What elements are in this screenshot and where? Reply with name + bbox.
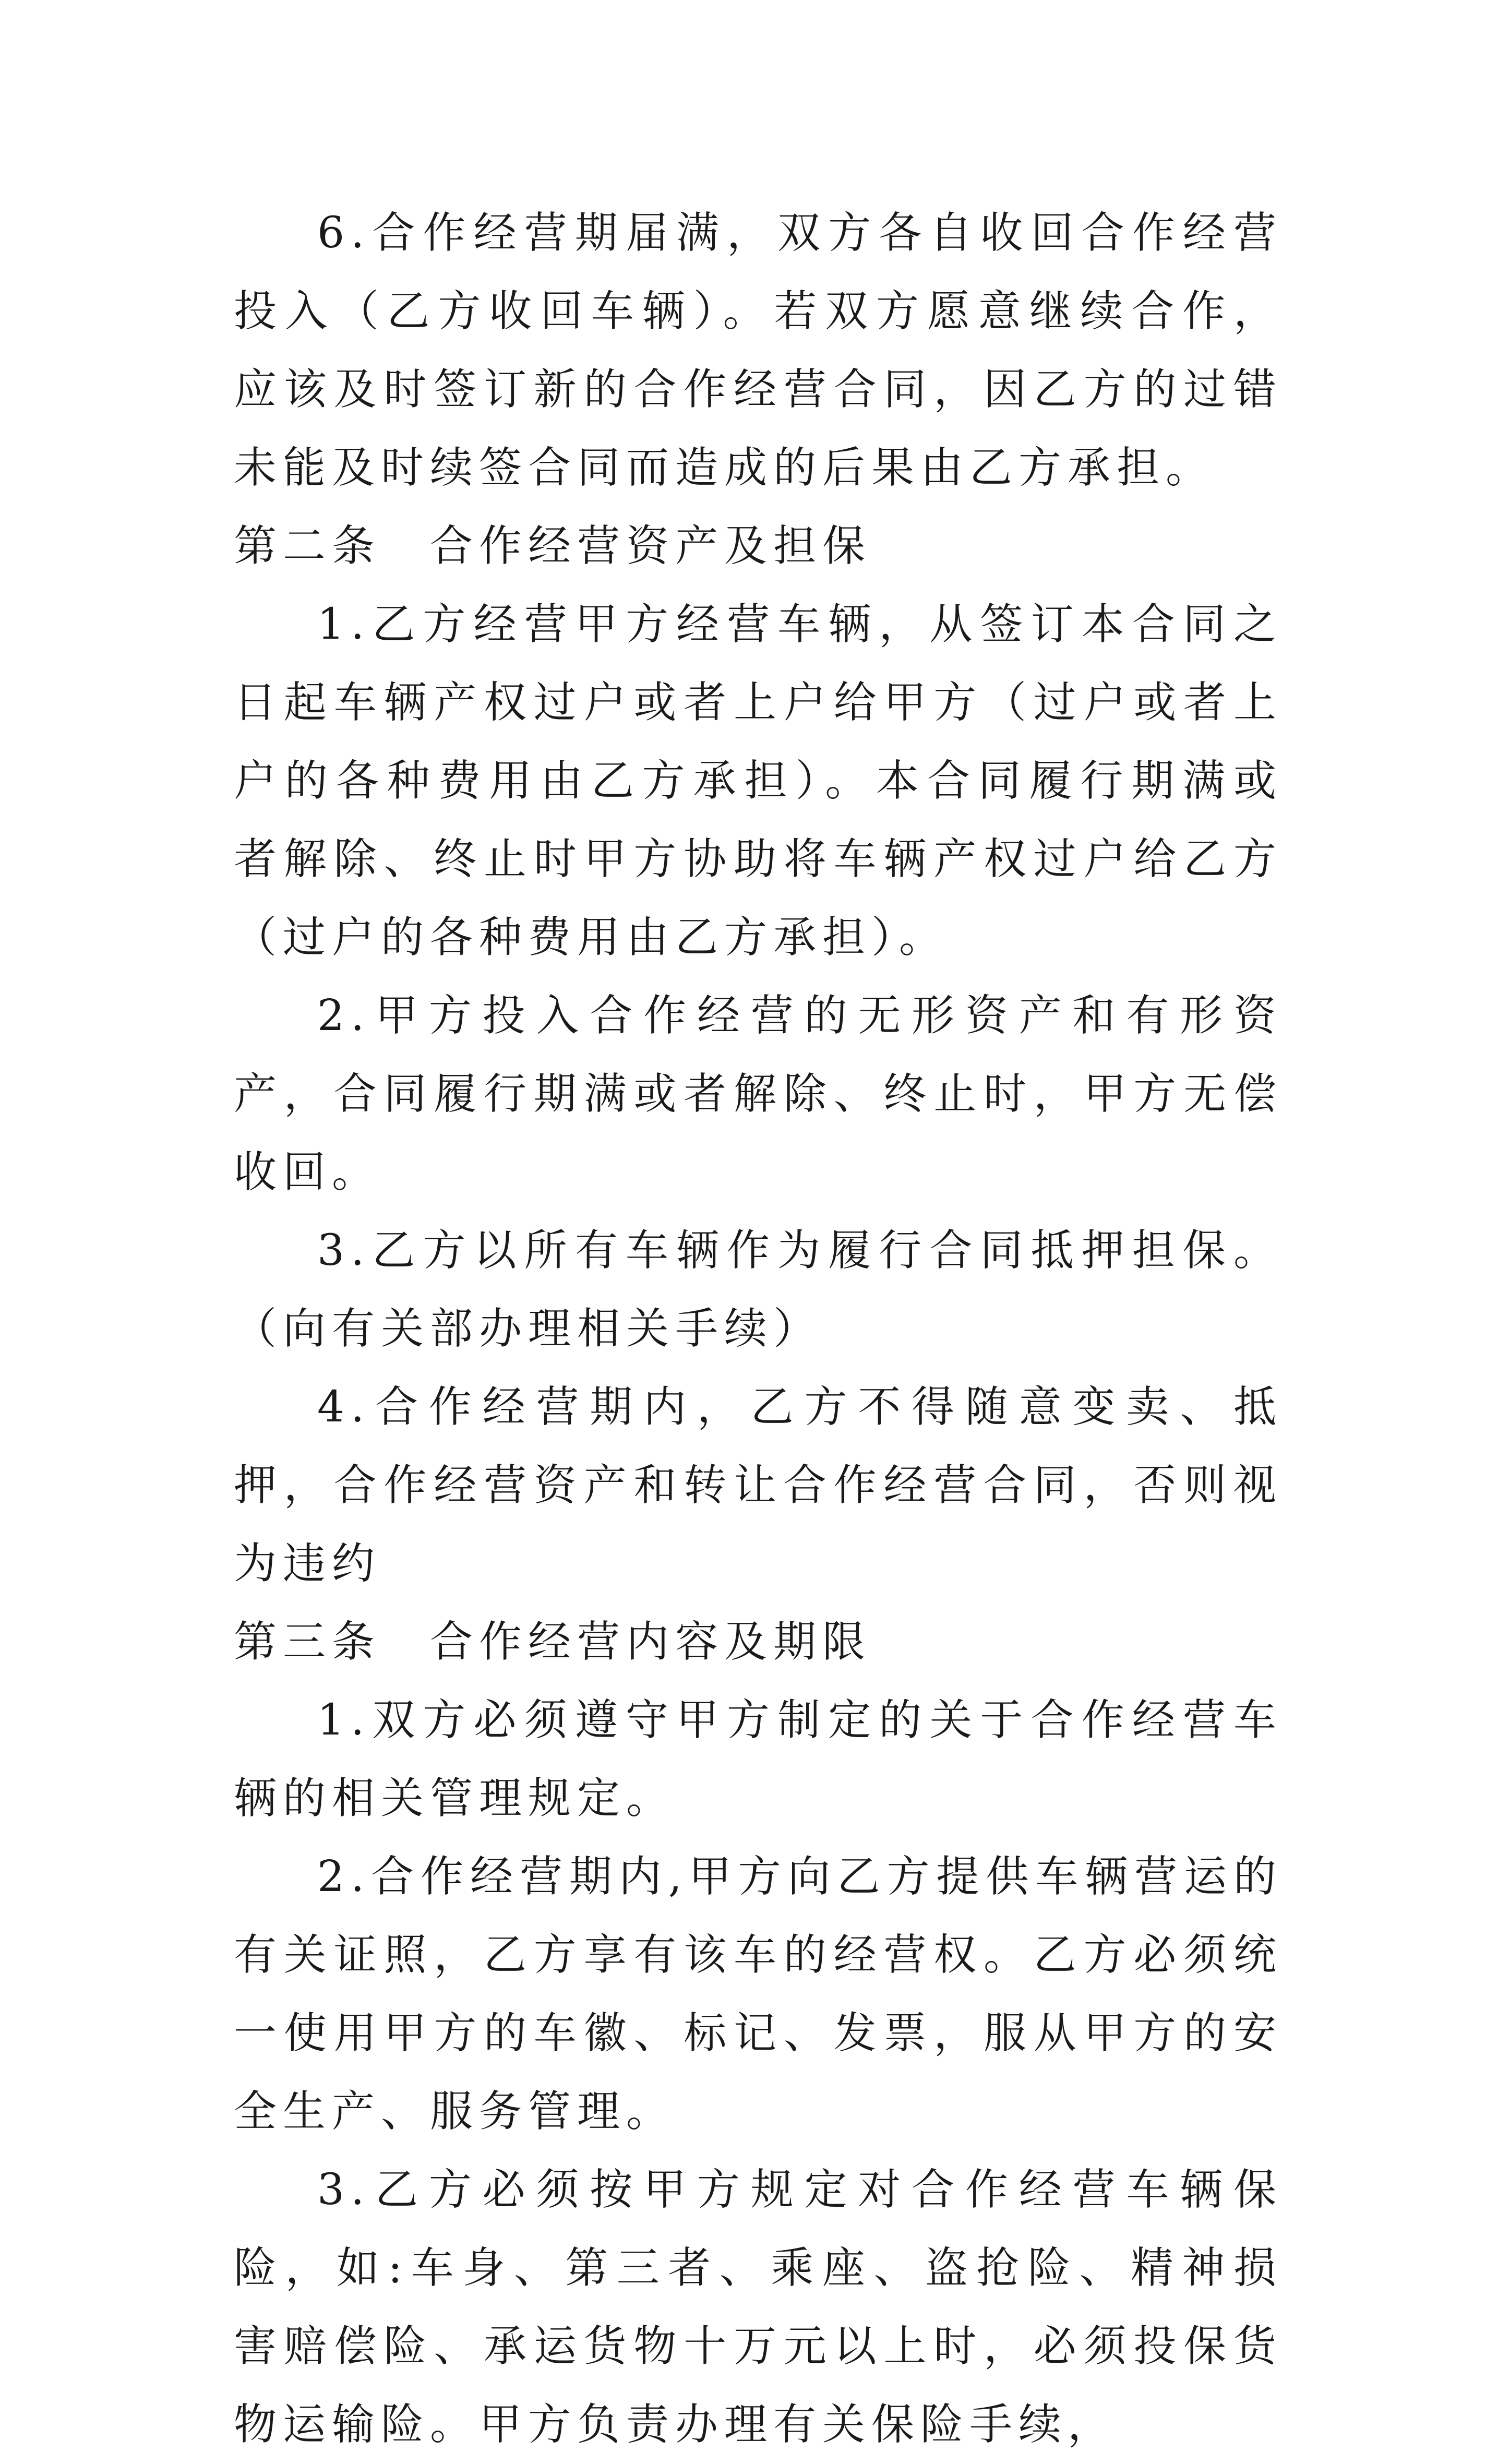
clause-paragraph: 1.乙方经营甲方经营车辆，从签订本合同之日起车辆产权过户或者上户给甲方（过户或者上户的各种费用由乙方承担）。本合同履行期满或者解除、终止时甲方协助将车辆产权过户给乙方（过户的各种费用由乙方承担）。 [234,600,1283,962]
clause-paragraph: 1.双方必须遵守甲方制定的关于合作经营车辆的相关管理规定。 [234,1695,1283,1823]
clause-paragraph: 6.合作经营期届满，双方各自收回合作经营投入（乙方收回车辆）。若双方愿意继续合作，应该及时签订新的合作经营合同，因乙方的过错未能及时续签合同而造成的后果由乙方承担。 [234,208,1283,493]
article-heading: 第二条 合作经营资产及担保 [234,521,872,571]
clause-paragraph: 2.合作经营期内,甲方向乙方提供车辆营运的有关证照，乙方享有该车的经营权。乙方必须统一使用甲方的车徽、标记、发票，服从甲方的安全生产、服务管理。 [234,1852,1283,2136]
clause-paragraph: 4.合作经营期内，乙方不得随意变卖、抵押，合作经营资产和转让合作经营合同，否则视为违约 [234,1382,1283,1588]
clause-paragraph: 3.乙方必须按甲方规定对合作经营车辆保险，如:车身、第三者、乘座、盗抢险、精神损害赔偿险、承运货物十万元以上时，必须投保货物运输险。甲方负责办理有关保险手续， [234,2165,1283,2449]
clause-paragraph: 3.乙方以所有车辆作为履行合同抵押担保。（向有关部办理相关手续） [234,1226,1283,1354]
clause-paragraph: 2.甲方投入合作经营的无形资产和有形资产，合同履行期满或者解除、终止时，甲方无偿收回。 [234,991,1283,1197]
article-heading: 第三条 合作经营内容及期限 [234,1617,872,1667]
document-body [234,194,1283,2464]
